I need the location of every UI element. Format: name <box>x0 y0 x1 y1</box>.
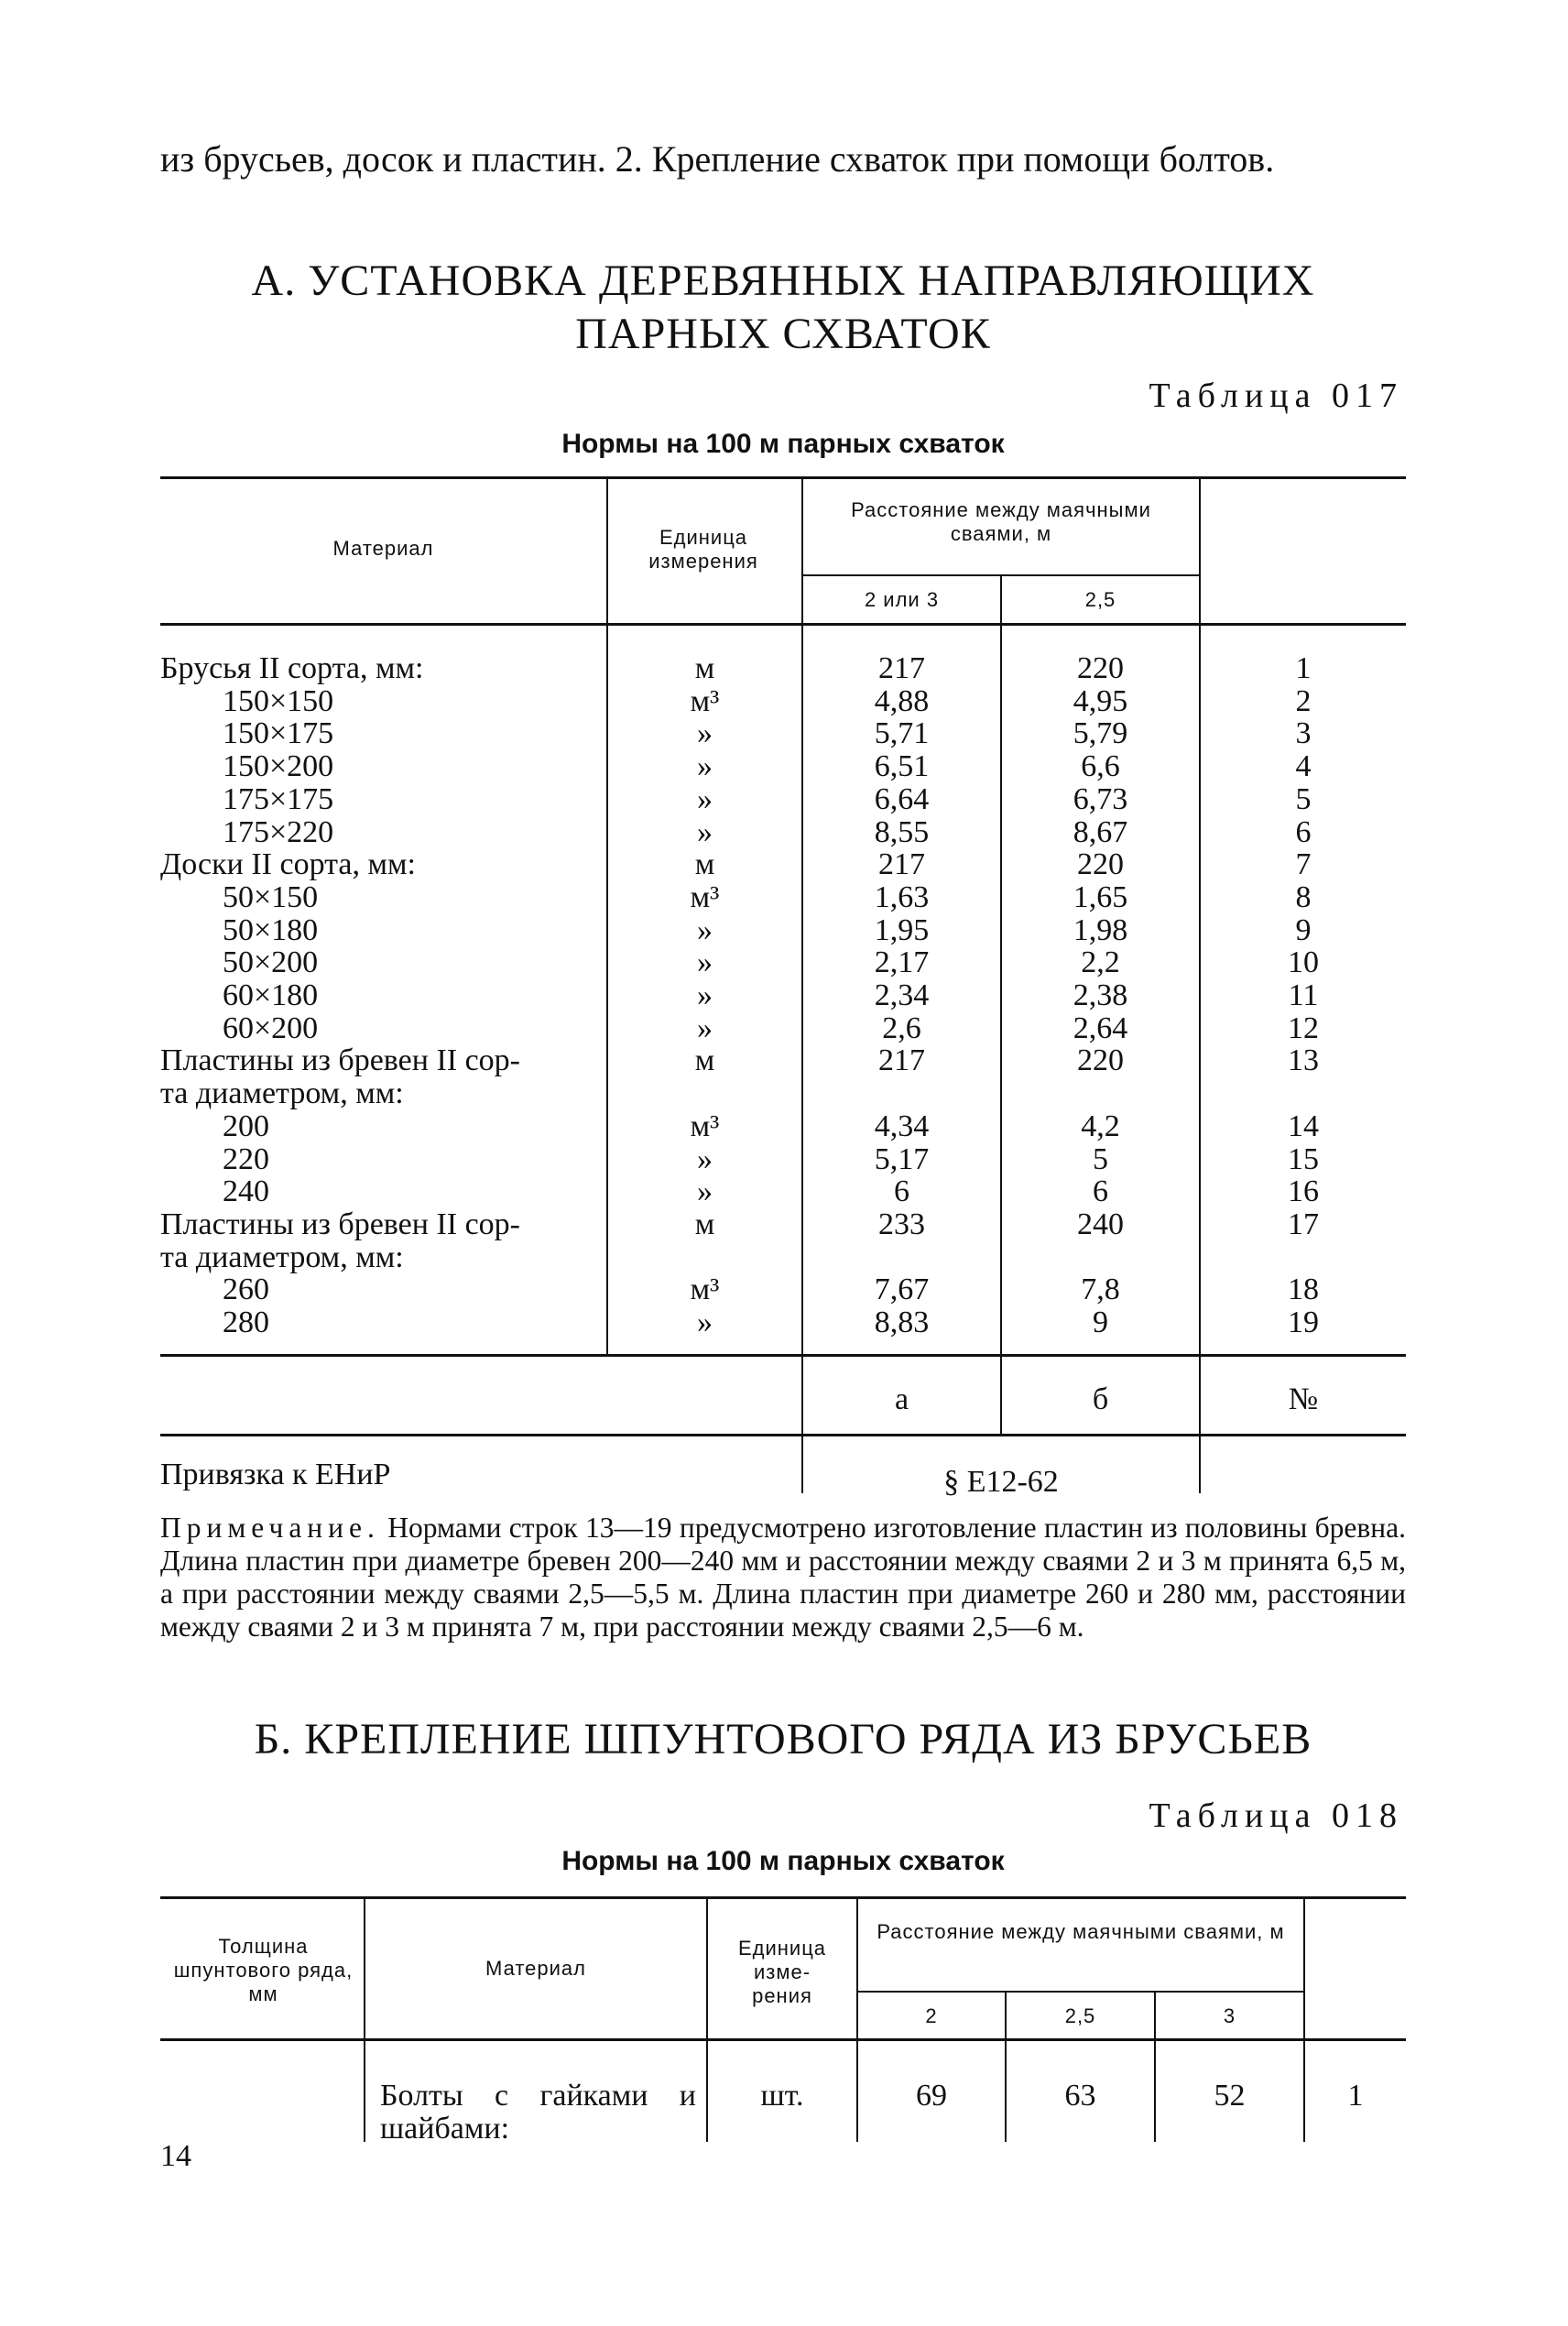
row-col-a: 4,34 <box>874 1108 930 1143</box>
row-number: 18 <box>1288 1272 1319 1307</box>
t18-row-unit: шт. <box>760 2079 804 2113</box>
row-unit: » <box>697 1141 713 1176</box>
row-col-b: 220 <box>1077 1043 1124 1078</box>
row-col-a: 4,88 <box>874 683 930 718</box>
table-018-subheader-rule <box>856 1991 1305 1993</box>
row-col-b: 1,65 <box>1073 879 1128 914</box>
row-number: 11 <box>1288 978 1319 1012</box>
table-row <box>160 979 1406 1012</box>
row-col-a: 217 <box>878 847 925 882</box>
table-018-caption: Нормы на 100 м парных схваток <box>561 1846 1005 1876</box>
row-number: 2 <box>1295 683 1312 718</box>
row-col-a: 8,55 <box>874 814 930 849</box>
table-row <box>160 816 1406 849</box>
t18-row-v2: 63 <box>1064 2079 1096 2113</box>
row-material: 240 <box>223 1174 269 1209</box>
row-material: 50×180 <box>223 912 319 947</box>
row-col-b: 240 <box>1077 1207 1124 1241</box>
row-col-a: 8,83 <box>874 1305 930 1339</box>
row-number: 17 <box>1288 1207 1319 1241</box>
row-material: та диаметром, мм: <box>160 1076 404 1111</box>
section-a-heading: А. УСТАНОВКА ДЕРЕВЯННЫХ НАПРАВЛЯЮЩИХ ПАРНЫХ СХВАТОК <box>251 257 1315 358</box>
row-unit: м <box>694 651 715 685</box>
table-017-caption: Нормы на 100 м парных схваток <box>561 429 1005 459</box>
row-col-b: 6 <box>1093 1174 1108 1209</box>
row-number: 15 <box>1288 1141 1319 1176</box>
table-018-label: Таблица 018 <box>1149 1796 1403 1835</box>
t18-row-material: Болты с гайками и шайбами: <box>380 2079 696 2146</box>
row-material: 175×175 <box>223 781 334 816</box>
row-col-a: 217 <box>878 1043 925 1078</box>
footer-col-n: № <box>1288 1382 1319 1416</box>
row-col-b: 8,67 <box>1073 814 1128 849</box>
enir-value: § Е12-62 <box>943 1465 1059 1499</box>
t18-row-n: 1 <box>1347 2079 1364 2113</box>
t18-col-rule-1 <box>364 1896 365 2142</box>
enir-label: Привязка к ЕНиР <box>160 1458 391 1491</box>
table-row <box>160 1012 1406 1045</box>
row-unit: » <box>697 716 713 751</box>
row-unit: м <box>694 1207 715 1241</box>
table-row <box>160 1273 1406 1306</box>
table-row <box>160 1077 1406 1110</box>
row-col-b: 4,95 <box>1073 683 1128 718</box>
table-017-note <box>160 1512 1406 1643</box>
row-material: 150×200 <box>223 749 334 784</box>
row-col-b: 2,2 <box>1081 945 1120 980</box>
row-unit: » <box>697 749 713 784</box>
table-row <box>160 1143 1406 1176</box>
row-col-b: 9 <box>1093 1305 1108 1339</box>
row-material: Пластины из бревен II сор- <box>160 1207 521 1241</box>
header-bottom-rule <box>160 623 1406 626</box>
t18-row-v3: 52 <box>1214 2079 1246 2113</box>
header-col-a: 2 или 3 <box>864 588 940 611</box>
row-number: 5 <box>1295 781 1312 816</box>
table-row <box>160 750 1406 783</box>
row-material: 220 <box>223 1141 269 1176</box>
row-material: та диаметром, мм: <box>160 1239 404 1274</box>
row-col-a: 7,67 <box>874 1272 930 1307</box>
row-col-b: 1,98 <box>1073 912 1128 947</box>
table-row <box>160 1044 1406 1077</box>
table-row <box>160 717 1406 750</box>
row-material: 260 <box>223 1272 269 1307</box>
row-col-a: 5,17 <box>874 1141 930 1176</box>
row-number: 9 <box>1295 912 1312 947</box>
row-col-a: 233 <box>878 1207 925 1241</box>
row-unit: м <box>694 1043 715 1078</box>
row-unit: » <box>697 945 713 980</box>
footer-bottom-rule <box>160 1434 1406 1436</box>
row-material: 50×200 <box>223 945 319 980</box>
row-number: 4 <box>1295 749 1312 784</box>
row-number: 6 <box>1295 814 1312 849</box>
row-col-b: 5,79 <box>1073 716 1128 751</box>
row-col-a: 6 <box>894 1174 909 1209</box>
row-material: 150×150 <box>223 683 334 718</box>
note-lead: Примечание. <box>160 1512 380 1544</box>
t18-header-c1: 2 <box>925 2004 938 2027</box>
row-col-a: 6,64 <box>874 781 930 816</box>
row-unit: м³ <box>690 879 720 914</box>
header-material: Материал <box>332 537 434 560</box>
table-row <box>160 1306 1406 1339</box>
table-row <box>160 685 1406 718</box>
table-row <box>160 914 1406 947</box>
row-material: 175×220 <box>223 814 334 849</box>
row-unit: » <box>697 781 713 816</box>
row-col-a: 1,95 <box>874 912 930 947</box>
note-text: Нормами строк 13—19 предусмотрено изготовление пластин из половины бревна. Длина пластин при диаметре бревен 200—240 мм и расстоянии между сваями 2 и 3 м принята 6,5 м, а при расстоянии между сваями 2,5—5,5 м. Длина пластин при диаметре 260 и 280 мм, расстоянии между сваями 2 и 3 м принята 7 м, при расстоянии между сваями 2,5—6 м. <box>160 1512 1406 1643</box>
table-row <box>160 783 1406 816</box>
section-b-heading: Б. КРЕПЛЕНИЕ ШПУНТОВОГО РЯДА ИЗ БРУСЬЕВ <box>254 1715 1312 1764</box>
header-col-b: 2,5 <box>1084 588 1116 611</box>
row-unit: » <box>697 1174 713 1209</box>
table-row <box>160 1208 1406 1241</box>
table-row <box>160 1241 1406 1274</box>
table-row <box>160 652 1406 685</box>
row-unit: » <box>697 814 713 849</box>
row-number: 16 <box>1288 1174 1319 1209</box>
table-017-label: Таблица 017 <box>1149 377 1403 415</box>
row-col-a: 6,51 <box>874 749 930 784</box>
row-col-b: 6,73 <box>1073 781 1128 816</box>
row-number: 14 <box>1288 1108 1319 1143</box>
row-unit: м³ <box>690 683 720 718</box>
row-unit: » <box>697 912 713 947</box>
row-number: 19 <box>1288 1305 1319 1339</box>
row-number: 12 <box>1288 1010 1319 1045</box>
intro-paragraph: из брусьев, досок и пластин. 2. Крепление схваток при помощи болтов. <box>160 138 1275 180</box>
row-col-a: 217 <box>878 651 925 685</box>
page-number: 14 <box>160 2139 191 2173</box>
row-number: 1 <box>1295 651 1312 685</box>
t18-header-material: Материал <box>485 1957 586 1980</box>
table-017 <box>160 476 1406 1499</box>
row-material: 280 <box>223 1305 269 1339</box>
body-bottom-rule <box>160 1354 1406 1357</box>
row-number: 8 <box>1295 879 1312 914</box>
row-col-a: 2,6 <box>882 1010 921 1045</box>
row-material: 150×175 <box>223 716 334 751</box>
row-material: Пластины из бревен II сор- <box>160 1043 521 1078</box>
row-col-b: 2,64 <box>1073 1010 1128 1045</box>
row-unit: » <box>697 978 713 1012</box>
row-number: 7 <box>1295 847 1312 882</box>
row-col-a: 5,71 <box>874 716 930 751</box>
row-material: 60×180 <box>223 978 319 1012</box>
row-col-b: 220 <box>1077 651 1124 685</box>
table-018-header-rule <box>160 2038 1406 2041</box>
row-col-a: 2,17 <box>874 945 930 980</box>
table-018-top-rule <box>160 1896 1406 1899</box>
row-col-b: 2,38 <box>1073 978 1128 1012</box>
row-col-b: 220 <box>1077 847 1124 882</box>
row-col-b: 5 <box>1093 1141 1108 1176</box>
header-distance: Расстояние между маячными сваями, м <box>851 498 1151 545</box>
table-row <box>160 848 1406 881</box>
row-material: 50×150 <box>223 879 319 914</box>
row-col-b: 4,2 <box>1081 1108 1120 1143</box>
table-row <box>160 1110 1406 1143</box>
table-top-rule <box>160 476 1406 479</box>
row-material: Брусья II сорта, мм: <box>160 651 424 685</box>
t18-header-thickness: Толщина шпунтового ряда, мм <box>173 1935 354 2005</box>
row-material: 200 <box>223 1108 269 1143</box>
row-col-b: 7,8 <box>1081 1272 1120 1307</box>
table-row <box>160 946 1406 979</box>
table-018 <box>160 1896 1406 2144</box>
header-unit: Единица измерения <box>648 526 758 573</box>
t18-row-v1: 69 <box>916 2079 947 2113</box>
row-unit: » <box>697 1305 713 1339</box>
row-unit: м³ <box>690 1272 720 1307</box>
table-row <box>160 1175 1406 1208</box>
t18-header-c3: 3 <box>1223 2004 1236 2027</box>
row-col-a: 2,34 <box>874 978 930 1012</box>
footer-col-a: а <box>894 1382 909 1416</box>
t18-header-unit: Единица изме- рения <box>737 1937 827 2007</box>
row-number: 3 <box>1295 716 1312 751</box>
row-unit: м³ <box>690 1108 720 1143</box>
footer-col-b: б <box>1092 1382 1109 1416</box>
t18-header-distance: Расстояние между маячными сваями, м <box>877 1920 1285 1943</box>
row-number: 13 <box>1288 1043 1319 1078</box>
row-material: 60×200 <box>223 1010 319 1045</box>
row-col-b: 6,6 <box>1081 749 1120 784</box>
row-number: 10 <box>1288 945 1319 980</box>
row-unit: » <box>697 1010 713 1045</box>
t18-header-c2: 2,5 <box>1064 2004 1096 2027</box>
row-col-a: 1,63 <box>874 879 930 914</box>
row-material: Доски II сорта, мм: <box>160 847 416 882</box>
table-row <box>160 881 1406 914</box>
row-unit: м <box>694 847 715 882</box>
